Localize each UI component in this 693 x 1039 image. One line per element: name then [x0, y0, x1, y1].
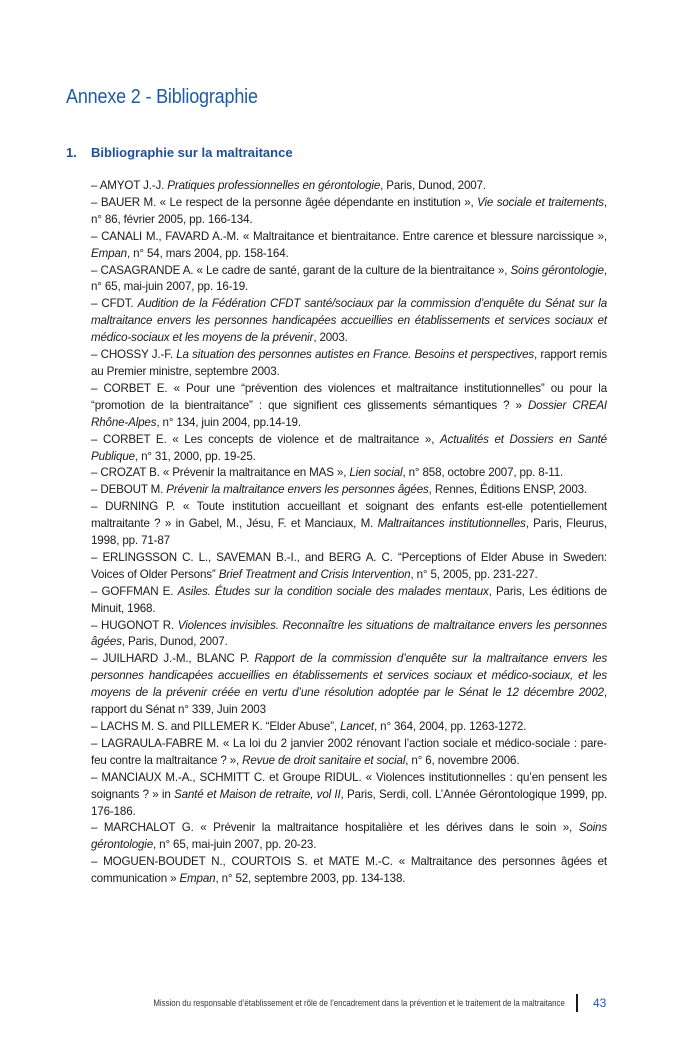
entry-text-segment: , n° 52, septembre 2003, pp. 134-138.: [215, 872, 406, 886]
entry-text-segment: , n° 86, février 2005, pp. 166-134.: [91, 195, 607, 226]
entry-text-segment: , Paris, Dunod, 2007.: [380, 179, 486, 192]
entry-text-segment: – CFDT.: [91, 297, 138, 311]
entry-text-segment: – MANCIAUX M.-A., SCHMITT C. et Groupe RIDUL. « Violences institutionnelles : qu’en pensent les soignants ? » in: [91, 770, 607, 801]
entry-title-segment: Rapport de la commission d’enquête sur la maltraitance envers les personnes handicapées accueillies en établissements et services sociaux et médico-sociaux, et les moyens de la prévenir créée en vertu d’une résolution adoptée par le Sénat le 12 décembre 2002: [91, 652, 608, 700]
bibliography-entry: [91, 550, 607, 584]
bibliography-entry: [91, 465, 607, 482]
entry-text-segment: – LACHS M. S. and PILLEMER K. “Elder Abuse”,: [91, 720, 341, 733]
bibliography-entry: [91, 381, 607, 432]
entry-text-segment: – AMYOT J.-J.: [91, 179, 168, 192]
entry-text-segment: , n° 65, mai-juin 2007, pp. 16-19.: [91, 263, 607, 294]
bibliography-entry: [91, 482, 607, 499]
bibliography-entry: [91, 719, 607, 736]
entry-title-segment: Asiles. Études sur la condition sociale des malades mentaux: [177, 584, 489, 598]
entry-title-segment: Lien social: [349, 466, 403, 480]
bibliography-entry: [91, 178, 607, 195]
entry-text-segment: , n° 364, 2004, pp. 1263-1272.: [374, 720, 527, 733]
bibliography-entry: [91, 347, 607, 381]
bibliography-entry: [91, 618, 607, 652]
section-title: Bibliographie sur la maltraitance: [91, 145, 293, 160]
entry-text-segment: – CROZAT B. « Prévenir la maltraitance en MAS »,: [91, 466, 350, 480]
entry-text-segment: – DEBOUT M.: [91, 483, 167, 497]
entry-title-segment: Santé et Maison de retraite, vol II: [174, 787, 341, 801]
entry-text-segment: , n° 134, juin 2004, pp.14-19.: [156, 415, 301, 429]
entry-text-segment: , Paris, Serdi, coll. L’Année Gérontologique 1999, pp. 176-186.: [91, 787, 608, 818]
section-heading: [66, 145, 293, 160]
section-number: 1.: [66, 145, 77, 160]
entry-text-segment: – DURNING P. « Toute institution accueillant et soignant des enfants est-elle potentiellement maltraitante ? » in Gabel, M., Jésu, F. et Manciaux, M.: [91, 500, 607, 531]
bibliography-entry: [91, 263, 607, 297]
entry-text-segment: , rapport remis au Premier ministre, septembre 2003.: [91, 348, 607, 378]
entry-text-segment: – JUILHARD J.-M., BLANC P.: [91, 652, 255, 666]
bibliography-entry: [91, 296, 607, 347]
entry-title-segment: Pratiques professionnelles en gérontologie: [167, 179, 381, 192]
entry-title-segment: Revue de droit sanitaire et social: [242, 753, 406, 767]
entry-title-segment: Empan: [179, 872, 216, 886]
entry-title-segment: Maltraitances institutionnelles: [377, 517, 526, 531]
entry-text-segment: – MARCHALOT G. « Prévenir la maltraitance hospitalière et les dérives dans le soin »,: [91, 821, 579, 835]
entry-title-segment: Lancet: [340, 720, 374, 733]
entry-title-segment: Dossier CREAI Rhône-Alpes: [91, 398, 607, 429]
entry-text-segment: – MOGUEN-BOUDET N., COURTOIS S. et MATE M.-C. « Maltraitance des personnes âgées et communication »: [91, 855, 607, 886]
bibliography-entry: [91, 229, 607, 263]
entry-text-segment: , Paris, Les éditions de Minuit, 1968.: [91, 584, 607, 615]
entry-text-segment: , n° 31, 2000, pp. 19-25.: [134, 449, 256, 463]
bibliography-entry: [91, 736, 607, 770]
entry-title-segment: Brief Treatment and Crisis Intervention: [218, 567, 411, 581]
entry-title-segment: Vie sociale et traitements: [477, 195, 604, 209]
entry-title-segment: Violences invisibles. Reconnaître les situations de maltraitance envers les personnes âgées: [91, 618, 607, 649]
entry-text-segment: – CASAGRANDE A. « Le cadre de santé, garant de la culture de la bientraitance »,: [91, 263, 511, 277]
entry-title-segment: Prévenir la maltraitance envers les personnes âgées: [166, 483, 429, 497]
bibliography-entry: [91, 195, 607, 229]
entry-text-segment: – BAUER M. « Le respect de la personne âgée dépendante en institution »,: [91, 195, 478, 209]
entry-text-segment: , n° 6, novembre 2006.: [405, 753, 520, 767]
entry-text-segment: , rapport du Sénat n° 339, Juin 2003: [91, 686, 607, 717]
bibliography-entry: [91, 499, 607, 550]
entry-title-segment: Actualités et Dossiers en Santé Publique: [91, 432, 607, 463]
entry-text-segment: , 2003.: [313, 331, 348, 345]
bibliography-list: [91, 178, 607, 888]
entry-text-segment: , n° 5, 2005, pp. 231-227.: [410, 567, 538, 581]
page-title: Annexe 2 - Bibliographie: [66, 86, 258, 108]
entry-text-segment: , Paris, Fleurus, 1998, pp. 71-87: [91, 517, 607, 548]
entry-text-segment: , n° 858, octobre 2007, pp. 8-11.: [402, 466, 564, 480]
entry-text-segment: , Rennes, Éditions ENSP, 2003.: [428, 483, 588, 497]
page-number: 43: [593, 996, 607, 1010]
page-footer: [0, 994, 693, 1014]
entry-title-segment: Audition de la Fédération CFDT santé/sociaux par la commission d’enquête du Sénat sur la maltraitance envers les personnes handicapées accueillies en établissements et services sociaux et médico-sociaux et les moyens de la prévenir: [91, 297, 607, 345]
footer-text: Mission du responsable d’établissement et rôle de l’encadrement dans la prévention et le traitement de la maltraitance: [153, 997, 565, 1008]
bibliography-entry: [91, 432, 607, 466]
bibliography-entry: [91, 854, 607, 888]
entry-title-segment: Soins gérontologie: [510, 263, 604, 277]
entry-text-segment: – LAGRAULA-FABRE M. « La loi du 2 janvier 2002 rénovant l’action sociale et médico-sociale : pare-feu contre la maltraitance ? »,: [91, 736, 607, 767]
footer-divider: [576, 994, 578, 1012]
entry-text-segment: – GOFFMAN E.: [91, 584, 178, 598]
entry-text-segment: – HUGONOT R.: [91, 618, 178, 632]
entry-title-segment: Soins gérontologie: [91, 821, 607, 852]
bibliography-entry: [91, 584, 607, 618]
entry-text-segment: – CORBET E. « Pour une “prévention des violences et maltraitance institutionnelles” ou pour la “promotion de la bientraitance” : que signifient ces glissements sémantiques ? »: [91, 381, 607, 412]
bibliography-entry: [91, 651, 607, 719]
entry-text-segment: – CHOSSY J.-F.: [91, 348, 177, 362]
entry-text-segment: , Paris, Dunod, 2007.: [121, 635, 228, 649]
bibliography-entry: [91, 820, 607, 854]
entry-title-segment: Empan: [91, 246, 127, 260]
bibliography-entry: [91, 770, 607, 821]
entry-text-segment: , n° 65, mai-juin 2007, pp. 20-23.: [153, 838, 317, 852]
entry-text-segment: , n° 54, mars 2004, pp. 158-164.: [126, 246, 289, 260]
entry-text-segment: – CANALI M., FAVARD A.-M. « Maltraitance et bientraitance. Entre carence et blessure narcissique »,: [91, 229, 607, 243]
entry-text-segment: – ERLINGSSON C. L., SAVEMAN B.-I., and BERG A. C. “Perceptions of Elder Abuse in Sweden: Voices of Older Persons”: [91, 550, 607, 581]
entry-text-segment: – CORBET E. « Les concepts de violence et de maltraitance »,: [91, 432, 440, 446]
entry-title-segment: La situation des personnes autistes en France. Besoins et perspectives: [176, 348, 535, 362]
